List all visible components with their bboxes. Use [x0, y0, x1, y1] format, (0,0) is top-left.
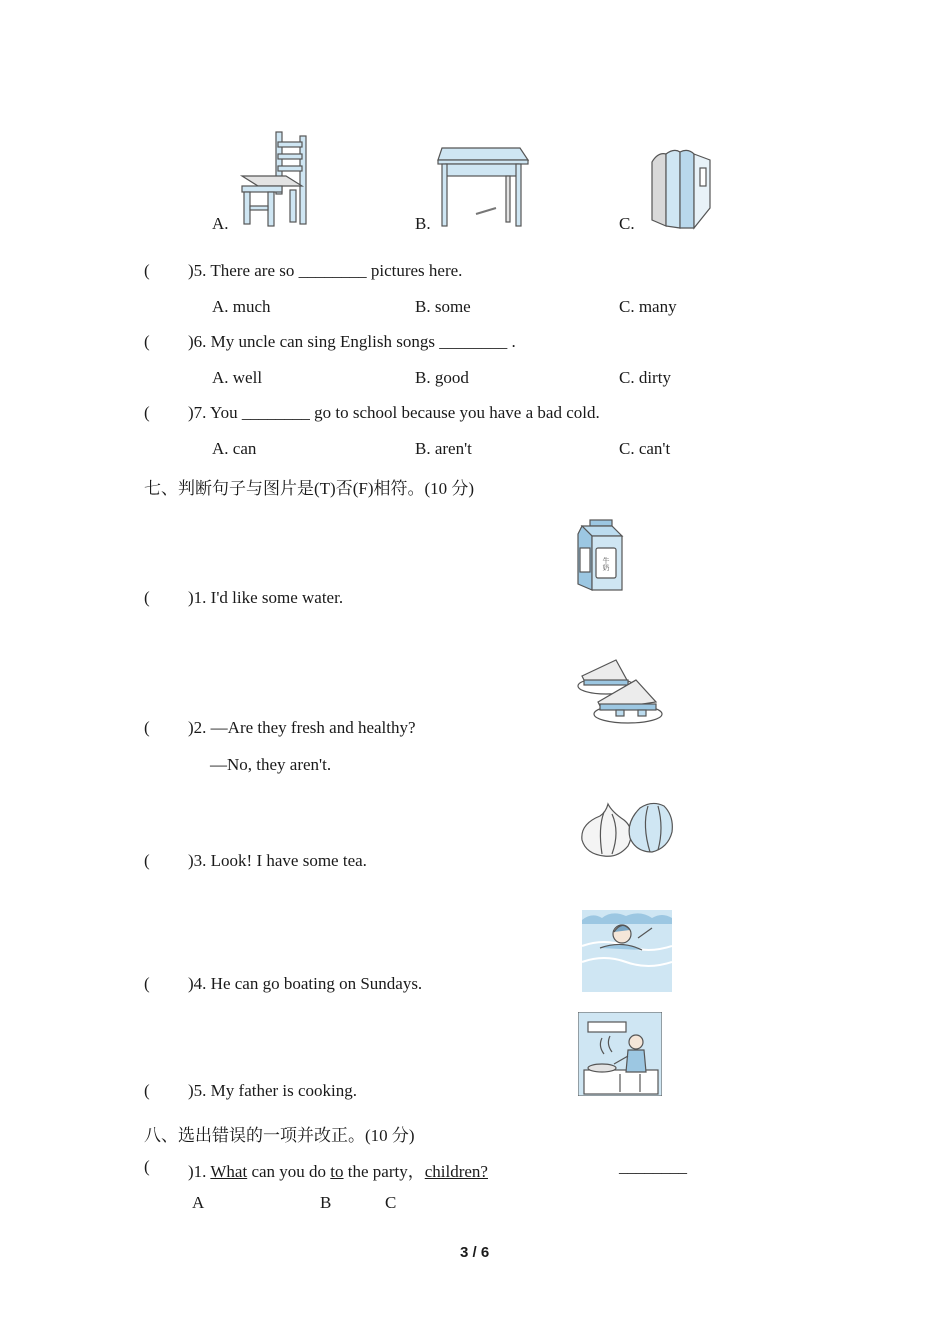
s8-q1-mid1: can you do [251, 1162, 327, 1181]
s8-q1-paren: ( [144, 1157, 150, 1176]
q6-option-a: A. well [212, 368, 263, 387]
s7-q2-text: )2. —Are they fresh and healthy? [188, 718, 416, 737]
desk-icon [436, 146, 530, 228]
option-a-label: A. [212, 214, 229, 233]
onions-icon [578, 798, 678, 860]
milk-carton-image [576, 518, 626, 592]
s7-q4-text: )4. He can go boating on Sundays. [188, 974, 423, 993]
q7-option-b: B. aren't [415, 439, 472, 458]
sandwiches-icon [576, 654, 666, 728]
onions-image [578, 798, 678, 860]
s7-q2-paren: ( [144, 718, 150, 737]
q7-question: )7. You ________ go to school because you have a bad cold. [188, 403, 600, 422]
q7-option-a: A. can [212, 439, 257, 458]
s7-q3-text: )3. Look! I have some tea. [188, 851, 367, 870]
option-c-label: C. [619, 214, 635, 233]
s7-q5-paren: ( [144, 1081, 150, 1100]
q6-paren: ( [144, 332, 150, 351]
option-b-label: B. [415, 214, 431, 233]
sandwiches-image [576, 654, 666, 728]
q5-option-a: A. much [212, 297, 271, 316]
q7-option-c: C. can't [619, 439, 671, 458]
q7-paren: ( [144, 403, 150, 422]
s8-q1-prefix: )1. [188, 1162, 207, 1181]
s8-q1-sentence [188, 1157, 488, 1182]
books-image [648, 148, 714, 230]
s8-q1-answer-blank[interactable]: ________ [619, 1157, 687, 1176]
section8-title: 八、选出错误的一项并改正。(10 分) [144, 1126, 415, 1145]
q5-paren: ( [144, 261, 150, 280]
s8-q1-letter-a: A [192, 1193, 205, 1212]
s7-q4-paren: ( [144, 974, 150, 993]
milk-carton-icon [576, 518, 626, 592]
carton-text: 牛奶 [602, 557, 610, 571]
chair-icon [238, 130, 310, 230]
q6-question: )6. My uncle can sing English songs ________ . [188, 332, 516, 351]
section7-title: 七、判断句子与图片是(T)否(F)相符。(10 分) [144, 479, 475, 498]
desk-image [436, 146, 530, 228]
s8-q1-part-c: children? [424, 1162, 488, 1181]
page-number: 3 / 6 [460, 1244, 490, 1261]
cooking-man-icon [578, 1012, 662, 1096]
s8-q1-part-a: What [210, 1162, 248, 1181]
s7-q1-text: )1. I'd like some water. [188, 588, 344, 607]
s8-q1-letter-b: B [320, 1193, 332, 1212]
s8-q1-letter-c: C [385, 1193, 397, 1212]
swimming-image [582, 910, 672, 992]
cooking-image [578, 1012, 662, 1096]
s8-q1-mid2: the party， [347, 1162, 425, 1181]
swimming-boy-icon [582, 910, 672, 992]
s7-q1-paren: ( [144, 588, 150, 607]
q5-option-c: C. many [619, 297, 677, 316]
chair-image [238, 130, 310, 230]
books-icon [648, 148, 714, 230]
s7-q2-line2: —No, they aren't. [210, 755, 332, 774]
q6-option-b: B. good [415, 368, 469, 387]
s7-q5-text: )5. My father is cooking. [188, 1081, 358, 1100]
q6-option-c: C. dirty [619, 368, 671, 387]
s7-q3-paren: ( [144, 851, 150, 870]
s8-q1-part-b: to [330, 1162, 344, 1181]
q5-option-b: B. some [415, 297, 471, 316]
q5-question: )5. There are so ________ pictures here. [188, 261, 463, 280]
